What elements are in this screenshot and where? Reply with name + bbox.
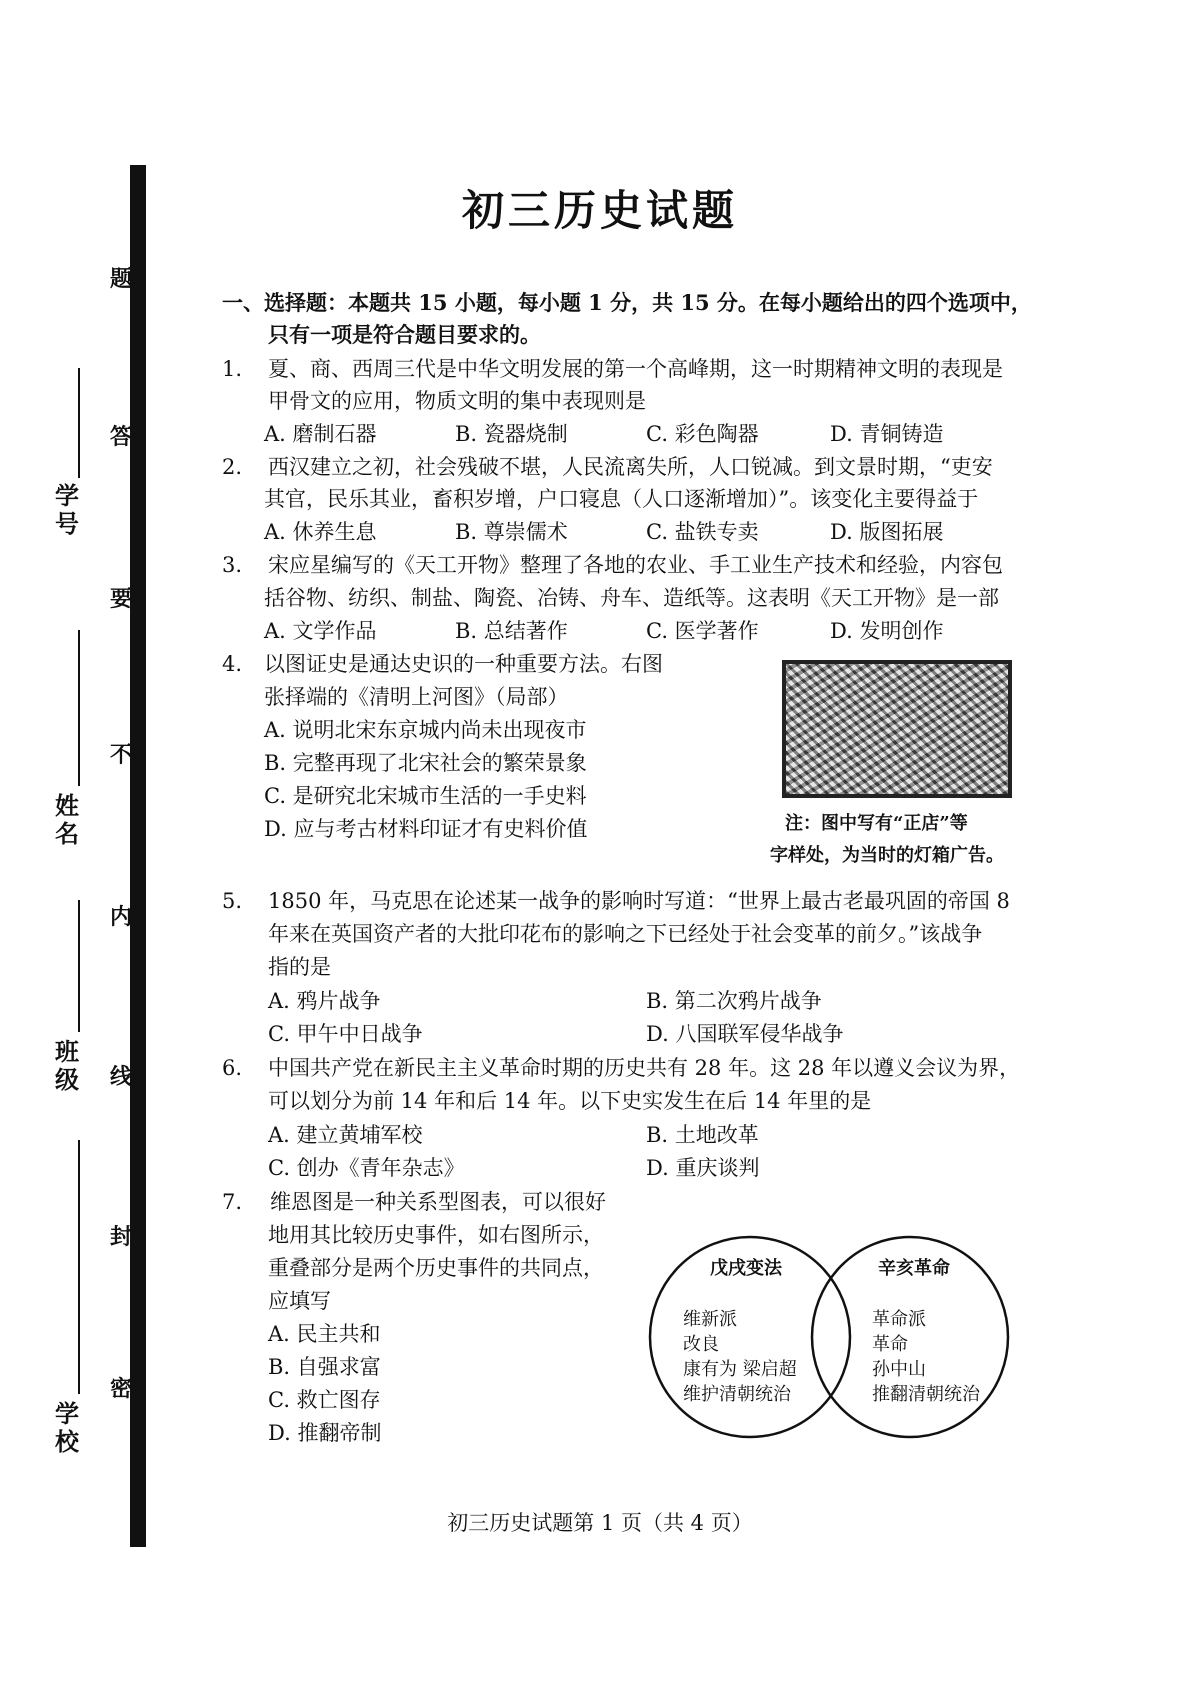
question-text: 1850 年，马克思在论述某一战争的影响时写道：“世界上最古老最巩固的帝国 8 — [268, 889, 1010, 913]
option[interactable]: C. 甲午中日战争 — [268, 1022, 423, 1046]
figure-note: 注：图中写有“正店”等 — [785, 813, 968, 834]
question-text: 西汉建立之初，社会残破不堪，人民流离失所，人口锐减。到文景时期，“吏安 — [268, 455, 993, 479]
question-text: 其官，民乐其业，畜积岁增，户口寝息（人口逐渐增加）”。该变化主要得益于 — [264, 487, 979, 511]
option[interactable]: C. 盐铁专卖 — [646, 520, 759, 544]
question-number: 4. — [222, 652, 243, 676]
question-text: 宋应星编写的《天工开物》整理了各地的农业、手工业生产技术和经验，内容包 — [268, 553, 1003, 577]
option[interactable]: D. 版图拓展 — [830, 520, 944, 544]
option[interactable]: D. 八国联军侵华战争 — [646, 1022, 844, 1046]
question-text: 夏、商、西周三代是中华文明发展的第一个高峰期，这一时期精神文明的表现是 — [268, 357, 1003, 381]
seal-char: 要 — [109, 586, 132, 612]
student-id-field[interactable] — [78, 368, 80, 478]
venn-left-item: 改良 — [683, 1334, 719, 1355]
option[interactable]: B. 土地改革 — [646, 1123, 759, 1147]
seal-char: 密 — [109, 1376, 132, 1402]
option[interactable]: C. 彩色陶器 — [646, 422, 759, 446]
question-text: 重叠部分是两个历史事件的共同点， — [268, 1256, 604, 1280]
option[interactable]: A. 文学作品 — [264, 619, 377, 643]
seal-char: 封 — [109, 1224, 132, 1250]
option[interactable]: A. 休养生息 — [264, 520, 377, 544]
venn-left-item: 康有为 梁启超 — [683, 1359, 797, 1380]
venn-right-item: 孙中山 — [872, 1359, 926, 1380]
question-text: 以图证史是通达史识的一种重要方法。右图 — [264, 652, 663, 676]
option[interactable]: B. 尊崇儒术 — [455, 520, 568, 544]
option[interactable]: A. 建立黄埔军校 — [268, 1123, 423, 1147]
seal-char: 线 — [109, 1064, 132, 1090]
question-text: 指的是 — [268, 955, 331, 979]
question-text: 张择端的《清明上河图》（局部） — [264, 685, 569, 709]
question-text: 可以划分为前 14 年和后 14 年。以下史实发生在后 14 年里的是 — [268, 1089, 872, 1113]
venn-left-item: 维新派 — [683, 1309, 737, 1330]
binding-margin-bar — [130, 165, 146, 1547]
question-text: 中国共产党在新民主主义革命时期的历史共有 28 年。这 28 年以遵义会议为界， — [268, 1056, 1021, 1080]
option[interactable]: A. 磨制石器 — [264, 422, 377, 446]
question-text: 维恩图是一种关系型图表，可以很好 — [270, 1190, 606, 1214]
question-text: 年来在英国资产者的大批印花布的影响之下已经处于社会变革的前夕。”该战争 — [268, 922, 983, 946]
question-text: 地用其比较历史事件，如右图所示， — [268, 1223, 604, 1247]
question-text: 应填写 — [268, 1289, 331, 1313]
option[interactable]: D. 应与考古材料印证才有史料价值 — [264, 817, 588, 841]
name-label: 姓名 — [55, 791, 79, 848]
page-footer: 初三历史试题第 1 页（共 4 页） — [447, 1511, 753, 1535]
question-number: 6. — [222, 1056, 243, 1080]
option[interactable]: B. 完整再现了北宋社会的繁荣景象 — [264, 751, 587, 775]
option[interactable]: D. 推翻帝制 — [268, 1421, 382, 1445]
seal-char: 答 — [109, 424, 132, 450]
class-label: 班级 — [55, 1037, 79, 1094]
option[interactable]: A. 说明北宋东京城内尚未出现夜市 — [264, 718, 587, 742]
venn-right-item: 革命派 — [872, 1309, 926, 1330]
student-id-label: 学号 — [55, 481, 79, 538]
section-instruction: 只有一项是符合题目要求的。 — [268, 322, 541, 347]
option[interactable]: C. 救亡图存 — [268, 1388, 381, 1412]
option[interactable]: D. 发明创作 — [830, 619, 944, 643]
option[interactable]: B. 自强求富 — [268, 1355, 381, 1379]
option[interactable]: C. 是研究北宋城市生活的一手史料 — [264, 784, 587, 808]
seal-char: 内 — [109, 904, 132, 930]
qingming-painting-image — [782, 660, 1012, 798]
question-text: 甲骨文的应用，物质文明的集中表现则是 — [268, 389, 646, 413]
question-number: 2. — [222, 455, 243, 479]
option[interactable]: C. 创办《青年杂志》 — [268, 1156, 465, 1180]
question-number: 7. — [222, 1190, 243, 1214]
option[interactable]: A. 鸦片战争 — [268, 989, 381, 1013]
option[interactable]: C. 医学著作 — [646, 619, 759, 643]
venn-right-title: 辛亥革命 — [878, 1258, 950, 1279]
seal-char: 不 — [109, 742, 132, 768]
question-number: 3. — [222, 553, 243, 577]
venn-left-title: 戊戌变法 — [710, 1258, 782, 1279]
venn-left-item: 维护清朝统治 — [683, 1384, 791, 1405]
option[interactable]: A. 民主共和 — [268, 1322, 381, 1346]
seal-char: 题 — [109, 266, 132, 292]
question-text: 括谷物、纺织、制盐、陶瓷、冶铸、舟车、造纸等。这表明《天工开物》是一部 — [264, 586, 999, 610]
option[interactable]: D. 重庆谈判 — [646, 1156, 760, 1180]
venn-right-item: 革命 — [872, 1334, 908, 1355]
venn-right-item: 推翻清朝统治 — [872, 1384, 980, 1405]
section-instruction: 一、选择题：本题共 15 小题，每小题 1 分，共 15 分。在每小题给出的四个选项中， — [222, 290, 1032, 315]
figure-note: 字样处，为当时的灯箱广告。 — [770, 845, 1004, 866]
option[interactable]: D. 青铜铸造 — [830, 422, 944, 446]
question-number: 1. — [222, 357, 243, 381]
option[interactable]: B. 瓷器烧制 — [455, 422, 568, 446]
name-field[interactable] — [78, 630, 80, 786]
option[interactable]: B. 总结著作 — [455, 619, 568, 643]
school-field[interactable] — [78, 1140, 80, 1394]
page-title: 初三历史试题 — [461, 186, 738, 235]
school-label: 学校 — [55, 1399, 79, 1456]
option[interactable]: B. 第二次鸦片战争 — [646, 989, 822, 1013]
question-number: 5. — [222, 889, 243, 913]
class-field[interactable] — [78, 900, 80, 1032]
